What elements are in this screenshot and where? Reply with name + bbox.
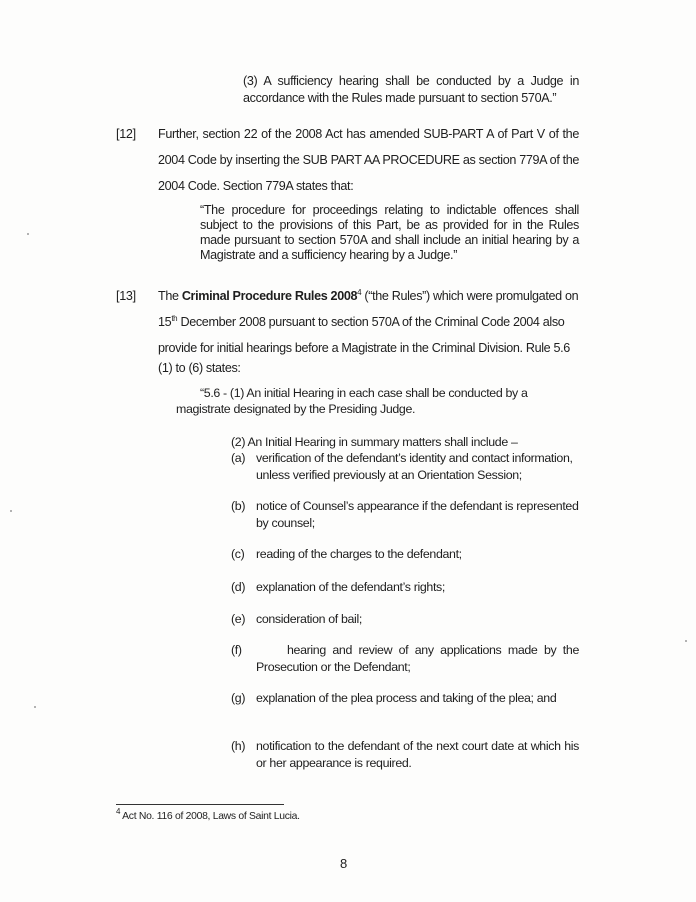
footnote-text: Act No. 116 of 2008, Laws of Saint Lucia. <box>120 811 300 822</box>
scan-speck <box>27 233 29 235</box>
quoted-subsection-3: (3) A sufficiency hearing shall be conducted by a Judge in accordance with the Rules made pursuant to section 570A.” <box>243 74 579 105</box>
list-item-label: (d) <box>231 580 246 594</box>
scan-speck <box>34 706 36 708</box>
list-item-label: (a) <box>231 451 246 465</box>
paragraph-12-line-2: 2004 Code by inserting the SUB PART AA PROCEDURE as section 779A of the <box>158 153 580 167</box>
rule-5-6-line-2: magistrate designated by the Presiding Judge. <box>176 402 416 416</box>
list-item-label: (h) <box>231 739 246 753</box>
list-item-g <box>231 690 579 707</box>
paragraph-12-line-3: 2004 Code. Section 779A states that: <box>158 179 354 193</box>
paragraph-13-line-2 <box>158 315 564 329</box>
list-item-text: verification of the defendant’s identity and contact information, unless verified previously at an Orientation Session; <box>256 451 573 482</box>
list-item-f <box>231 642 579 675</box>
list-item-e <box>231 611 579 628</box>
list-item-label: (f) <box>231 643 242 657</box>
list-item-d <box>231 579 579 596</box>
ordinal-suffix: th <box>171 314 178 323</box>
list-item-label: (b) <box>231 499 246 513</box>
list-item-text: explanation of the defendant’s rights; <box>256 580 445 594</box>
list-item-text: explanation of the plea process and taking of the plea; and <box>256 691 557 705</box>
list-item-text: notice of Counsel’s appearance if the defendant is represented by counsel; <box>256 499 579 530</box>
rule-5-6-subsection-2: (2) An Initial Hearing in summary matters shall include – <box>231 435 518 449</box>
list-item-c <box>231 546 579 563</box>
rules-title: Criminal Procedure Rules 2008 <box>181 289 358 303</box>
footnote-ref-4: 4 <box>357 288 362 297</box>
rule-5-6-line-1: “5.6 - (1) An initial Hearing in each case shall be conducted by a <box>200 386 528 400</box>
footnote-mark: 4 <box>116 807 121 816</box>
scan-speck <box>10 510 12 512</box>
footnote-separator <box>116 804 284 805</box>
list-item-label: (g) <box>231 691 246 705</box>
paragraph-13-line-2-post: December 2008 pursuant to section 570A of the Criminal Code 2004 also <box>177 315 565 329</box>
list-item-text: reading of the charges to the defendant; <box>256 547 462 561</box>
list-item-label: (c) <box>231 547 245 561</box>
list-item-text: hearing and review of any applications made by the Prosecution or the Defendant; <box>256 643 579 674</box>
list-item-h <box>231 738 579 771</box>
paragraph-number-12: [12] <box>116 127 136 141</box>
list-item-label: (e) <box>231 612 246 626</box>
paragraph-13-line-2-pre: 15 <box>158 315 172 329</box>
paragraph-12-line-1: Further, section 22 of the 2008 Act has amended SUB-PART A of Part V of the <box>158 127 579 141</box>
paragraph-13-line-1-post: (“the Rules”) which were promulgated on <box>361 289 579 303</box>
paragraph-13-line-4: (1) to (6) states: <box>158 361 241 375</box>
list-item-b <box>231 498 579 531</box>
paragraph-13-line-3: provide for initial hearings before a Magistrate in the Criminal Division. Rule 5.6 <box>158 341 570 355</box>
page-number: 8 <box>340 856 348 871</box>
paragraph-13-line-1 <box>158 289 578 303</box>
list-item-text: consideration of bail; <box>256 612 362 626</box>
section-779a-quote: “The procedure for proceedings relating to indictable offences shall subject to the provisions of this Part, be as provided for in the Rules made pursuant to section 570A and shall include an initial hearing by a Magistrate and a sufficiency hearing by a Judge.” <box>200 203 579 262</box>
list-item-a <box>231 450 579 483</box>
footnote-4 <box>116 807 300 822</box>
list-item-text: notification to the defendant of the next court date at which his or her appearance is required. <box>256 739 579 770</box>
scan-speck <box>685 640 687 642</box>
paragraph-13-line-1-pre: The <box>158 289 182 303</box>
paragraph-number-13: [13] <box>116 289 136 303</box>
